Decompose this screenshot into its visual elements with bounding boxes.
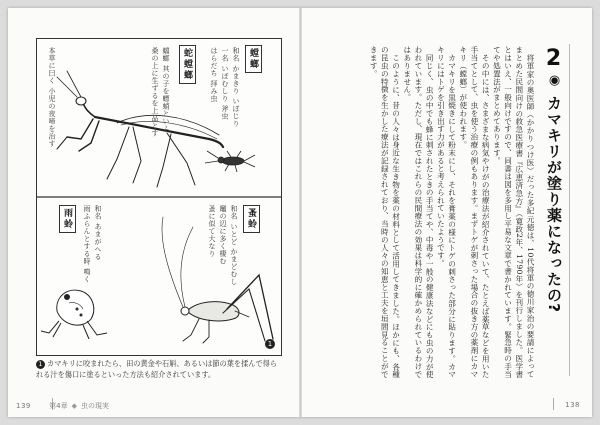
section-heading	[544, 46, 565, 313]
footer-separator-icon: ◆	[71, 402, 77, 410]
label-mantis: 螳螂	[245, 45, 262, 73]
caption-number: 1	[36, 360, 45, 369]
paragraph: 将軍家の奥医師（かかりつけ医）だった多紀元徳は、10代将軍の徳川家治の要請によってまとめた民間向けの救急医療書『広恵済急方』（寛政2年、1790年）を刊行しました。医学書とはいえ、一般向けですので、同書は図を多用し平易な文章で書かれています。緊急時の手当てや処置法がまとめてあります。	[492, 46, 535, 378]
paragraph: このように、昔の人々は身近な生き物を薬の材料として活用してきました。ほかにも、各種の昆虫の特徴を生かした療法が記録されており、当時の人々の知恵と工夫を垣間見ることができます。	[369, 46, 401, 378]
plate-text-column: 一名 いぼむしり 斧虫	[221, 47, 229, 120]
plate-text-column: 和名 かまきり いぼじり	[232, 47, 240, 128]
paragraph: その中には、さまざまな病気やけがの治療法が紹介されていて、たとえば薬草などを用いた手当てとして、虫を使う治療の例もあります。まずトゲが刺さった場合の抜き方の薬剤にカマキリ（螳螂）が使われます。	[458, 46, 491, 378]
plate-text-column: 和名 いとど かまどむし	[230, 205, 238, 286]
page-gutter	[299, 8, 302, 417]
section-label: 虫の現実	[80, 402, 109, 410]
plate-text-column: 竈の辺に多く棲む	[219, 205, 227, 265]
mantis-drawing	[57, 71, 223, 187]
heading-number: 2	[545, 46, 563, 71]
plate-number-mark: 1	[265, 339, 275, 349]
plate-text-column: 雨ふらんとする時 鳴く	[83, 205, 91, 283]
plate-text-column: 蟷螂 其の子を螵蛸といふ	[162, 47, 170, 133]
heading-bullet-icon: ◉	[547, 73, 562, 89]
book-spread	[8, 8, 592, 417]
plate-text-column: 蚤に似て大なり	[208, 205, 216, 258]
paragraph: 同じく、虫の中でも蜂に刺されたときの手当てや、中毒や一般の健康法などにも虫の力が使われています。ただし、現在ではこれらの民間療法の効果は科学的に確かめられているわけではありません。	[402, 46, 435, 378]
frog-drawing	[41, 290, 107, 339]
plate-text-column: 桑の上に生ずるを上品とす	[151, 47, 159, 137]
illustration-plate	[36, 38, 282, 356]
plate-text-column: 和名 あまがへる	[94, 205, 102, 261]
label-snake-mantis: 蛇螳螂	[179, 45, 196, 84]
chapter-label: 第4章	[49, 402, 68, 410]
caption-text: カマキリに咬まれたら、田の黄金や石斛、あるいは節の葉を揉んで得られる汁を傷口に塗るといった方法も紹介されています。	[36, 359, 278, 379]
plate-text-column: はらだち 拝み虫	[210, 47, 218, 103]
small-insect-drawing	[205, 151, 255, 172]
label-cricket: 蚤蛉	[243, 205, 260, 233]
body-text	[344, 46, 536, 378]
paragraph: カマキリを黒焼きにして粉末にし、それを膏薬の様にトゲの刺さった部分に貼ります。カマキリにはトゲを引き出す力があると考えられていたようです。	[436, 46, 457, 378]
left-page-number: 139	[16, 402, 31, 410]
figure-caption	[36, 358, 282, 380]
heading-rule	[569, 44, 570, 376]
plate-text-column: 本草に曰く 小児の夜啼を治す	[48, 47, 56, 148]
left-footer	[16, 401, 109, 411]
footer-divider	[553, 398, 554, 410]
label-frog: 雨蛉	[59, 205, 76, 233]
heading-title: カマキリが塗り薬になったの?	[545, 95, 563, 313]
right-page-number: 138	[565, 401, 580, 409]
